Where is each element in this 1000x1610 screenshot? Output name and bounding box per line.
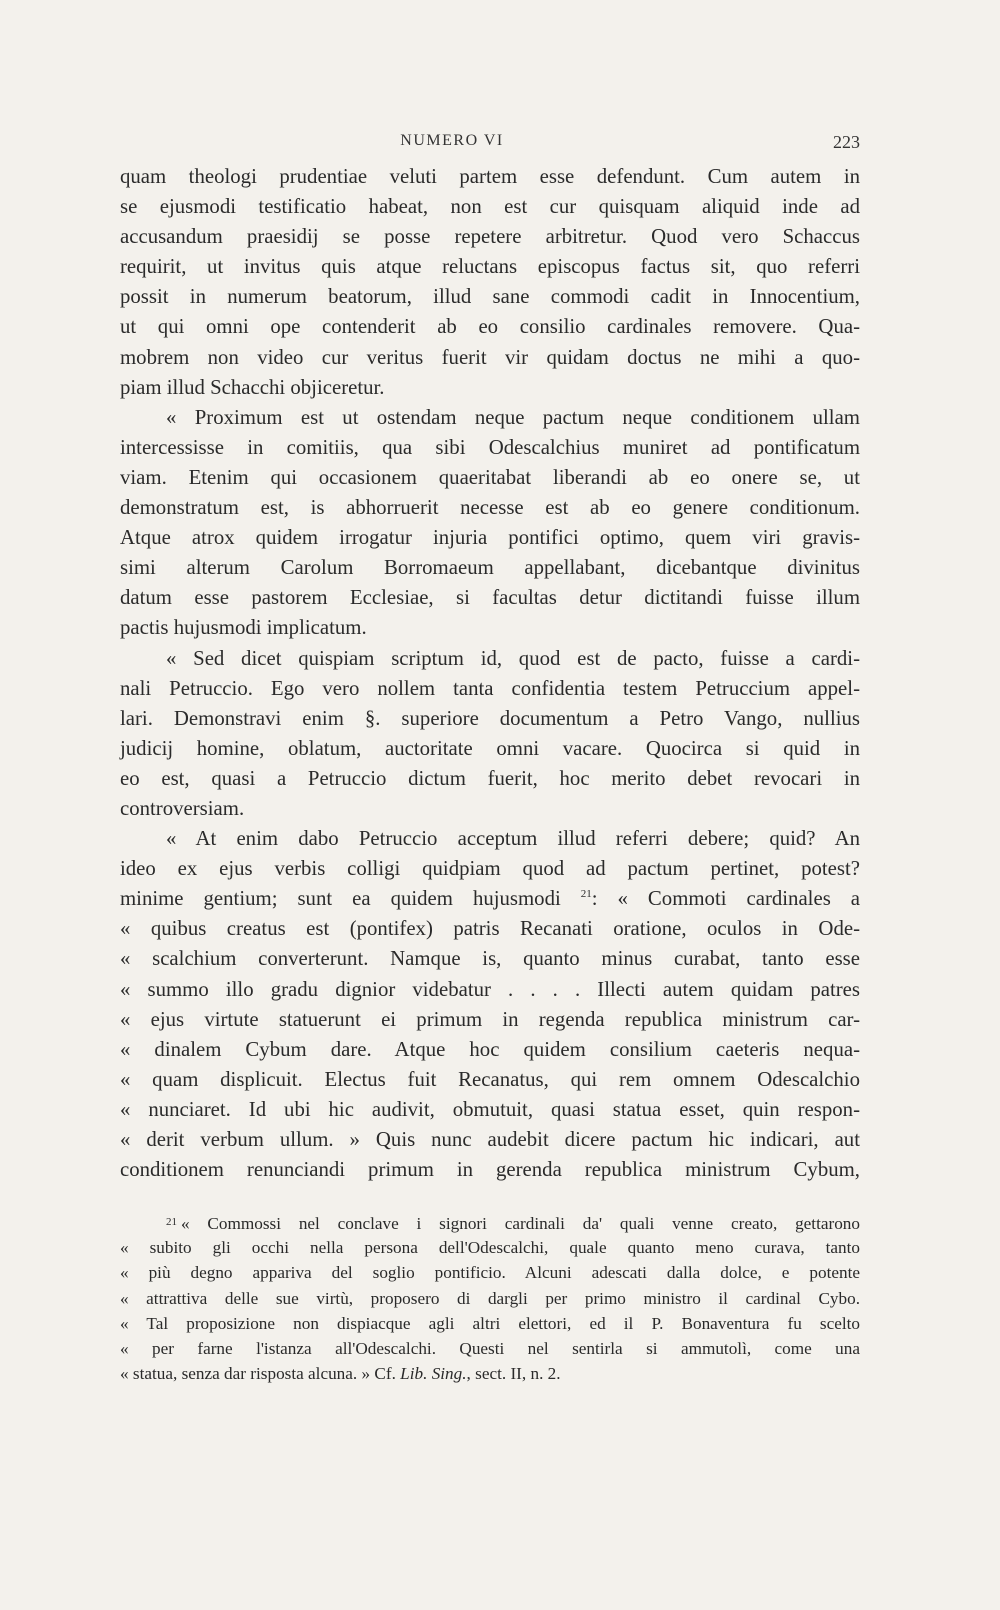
footnote-line bbox=[120, 1210, 860, 1235]
footnote-text: « Commossi nel conclave i signori cardinali da' quali venne creato, gettarono bbox=[181, 1214, 860, 1233]
text-line: demonstratum est, is abhorruerit necesse est ab eo genere conditionum. bbox=[120, 496, 860, 520]
citation-title: Lib. Sing. bbox=[400, 1364, 467, 1384]
text-line: « Sed dicet quispiam scriptum id, quod est de pacto, fuisse a cardi- bbox=[166, 646, 860, 670]
citation-details: , sect. II, n. 2. bbox=[466, 1364, 561, 1384]
footnote-line: « per farne l'istanza all'Odescalchi. Questi nel sentirla si ammutolì, come una bbox=[120, 1338, 860, 1358]
running-head bbox=[122, 132, 860, 156]
text-line: « At enim dabo Petruccio acceptum illud referri debere; quid? An bbox=[166, 827, 860, 851]
footnote-line: « subito gli occhi nella persona dell'Odescalchi, quale quanto meno curava, tanto bbox=[120, 1238, 860, 1258]
text-line: ut qui omni ope contenderit ab eo consilio cardinales removere. Qua- bbox=[120, 315, 860, 339]
footnote-line: « attrattiva delle sue virtù, proposero di dargli per primo ministro il cardinal Cybo. bbox=[120, 1288, 860, 1308]
text-line: lari. Demonstravi enim §. superiore documentum a Petro Vango, nullius bbox=[120, 706, 860, 730]
text-line: datum esse pastorem Ecclesiae, si facultas detur dictitandi fuisse illum bbox=[120, 586, 860, 610]
text-line: mobrem non video cur veritus fuerit vir quidam doctus ne mihi a quo- bbox=[120, 345, 860, 369]
text-line-end: : « Commoti cardinales a bbox=[591, 887, 861, 911]
footnote-line: « più degno appariva del soglio pontificio. Alcuni adescati dalla dolce, e potente bbox=[120, 1263, 860, 1283]
text-line: possit in numerum beatorum, illud sane commodi cadit in Innocentium, bbox=[120, 285, 860, 309]
text-line: « summo illo gradu dignior videbatur . . . . Illecti autem quidam patres bbox=[120, 977, 860, 1001]
text-line: « scalchium converterunt. Namque is, quanto minus curabat, tanto esse bbox=[120, 947, 860, 971]
text-line: conditionem renunciandi primum in gerenda republica ministrum Cybum, bbox=[120, 1158, 860, 1182]
text-line: eo est, quasi a Petruccio dictum fuerit, hoc merito debet revocari in bbox=[120, 766, 860, 790]
text-line: quam theologi prudentiae veluti partem esse defendunt. Cum autem in bbox=[120, 165, 860, 188]
text-line: ideo ex ejus verbis colligi quidpiam quod ad pactum pertinet, potest? bbox=[120, 857, 860, 881]
text-line: requirit, ut invitus quis atque reluctans episcopus factus sit, quo referri bbox=[120, 255, 860, 279]
text-line: « derit verbum ullum. » Quis nunc audebit dicere pactum hic indicari, aut bbox=[120, 1128, 860, 1151]
footnote-line: « Tal proposizione non dispiacque agli altri elettori, ed il P. Bonaventura fu scelto bbox=[120, 1313, 860, 1333]
text-line: intercessisse in comitiis, qua sibi Odescalchius muniret ad pontificatum bbox=[120, 435, 860, 459]
page-number: 223 bbox=[833, 132, 860, 152]
text-line-start: minime gentium; sunt ea quidem hujusmodi bbox=[120, 887, 581, 911]
running-title: NUMERO VI bbox=[400, 132, 504, 149]
text-line: « quibus creatus est (pontifex) patris Recanati oratione, oculos in Ode- bbox=[120, 917, 860, 941]
text-line: « dinalem Cybum dare. Atque hoc quidem consilium caeteris nequa- bbox=[120, 1037, 860, 1061]
text-line bbox=[120, 884, 860, 914]
text-line: judicij homine, oblatum, auctoritate omni vacare. Quocirca si quid in bbox=[120, 736, 860, 760]
text-line: viam. Etenim qui occasionem quaeritabat liberandi ab eo onere se, ut bbox=[120, 465, 860, 489]
text-line: « Proximum est ut ostendam neque pactum neque conditionem ullam bbox=[166, 405, 860, 429]
text-line: se ejusmodi testificatio habeat, non est cur quisquam aliquid inde ad bbox=[120, 195, 860, 219]
text-line: controversiam. bbox=[120, 796, 245, 820]
text-line: nali Petruccio. Ego vero nollem tanta confidentia testem Petruccium appel- bbox=[120, 676, 860, 700]
text-line: « nunciaret. Id ubi hic audivit, obmutuit, quasi statua esset, quin respon- bbox=[120, 1097, 860, 1121]
footnote-line bbox=[120, 1361, 860, 1386]
footnote-reference[interactable]: 21 bbox=[580, 888, 592, 901]
footnotes bbox=[120, 1210, 860, 1386]
text-line: « ejus virtute statuerunt ei primum in regenda republica ministrum car- bbox=[120, 1007, 860, 1031]
text-line: Atque atrox quidem irrogatur injuria pontifici optimo, quem viri gravis- bbox=[120, 526, 860, 550]
footnote-text: « statua, senza dar risposta alcuna. » Cf. bbox=[120, 1364, 401, 1384]
text-line: piam illud Schacchi objiceretur. bbox=[120, 375, 385, 399]
footnote-number: 21 bbox=[166, 1216, 177, 1228]
text-line: pactis hujusmodi implicatum. bbox=[120, 616, 367, 640]
text-line: accusandum praesidij se posse repetere arbitretur. Quod vero Schaccus bbox=[120, 225, 860, 249]
body-text bbox=[120, 162, 860, 1185]
text-line: « quam displicuit. Electus fuit Recanatus, qui rem omnem Odescalchio bbox=[120, 1067, 860, 1091]
text-line: simi alterum Carolum Borromaeum appellabant, dicebantque divinitus bbox=[120, 556, 860, 580]
